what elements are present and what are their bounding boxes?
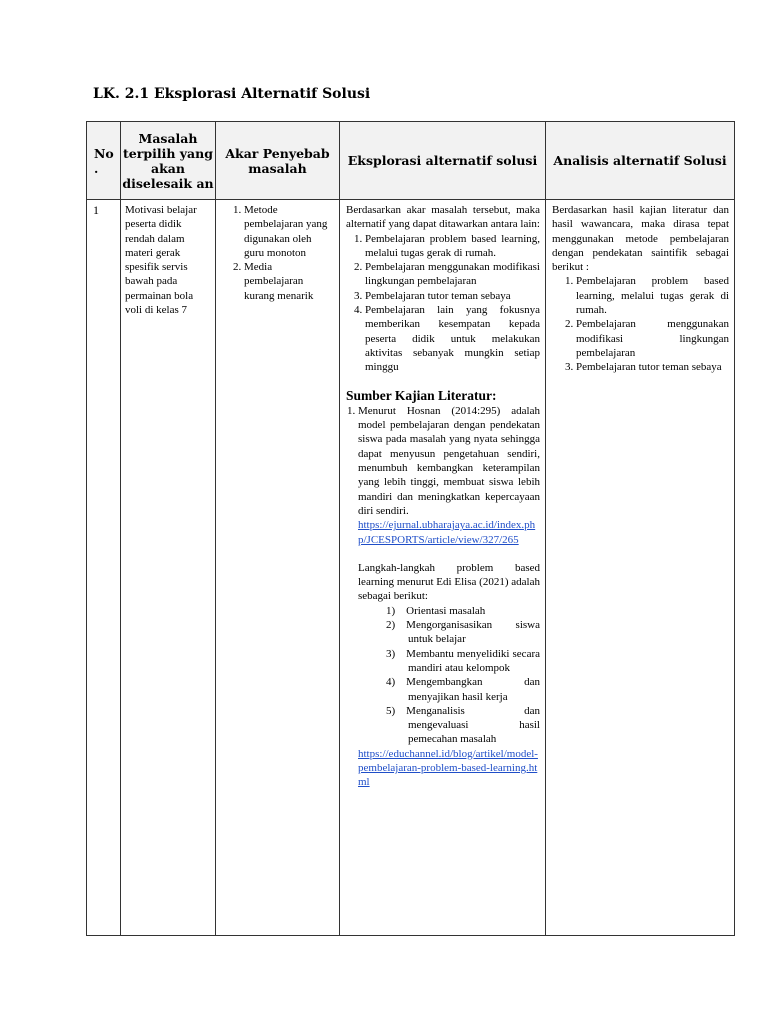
literature-link-2[interactable]: https://educhannel.id/blog/artikel/model-pembelajaran-problem-based-learning.html (358, 747, 538, 789)
header-eksplorasi: Eksplorasi alternatif solusi (340, 122, 546, 200)
header-akar: Akar Penyebab masalah (216, 122, 340, 200)
header-no: No . (87, 122, 121, 200)
list-item: 5) Menganalisis dan mengevaluasi hasil pemecahan masalah (386, 704, 540, 746)
akar-list (222, 203, 334, 303)
eksplorasi-list (346, 232, 540, 375)
list-item: 2. Media pembelajaran kurang menarik (244, 260, 334, 303)
list-item: 3) Membantu menyelidiki secara mandiri atau kelompok (386, 647, 540, 674)
eksplorasi-intro: Berdasarkan akar masalah tersebut, maka alternatif yang dapat ditawarkan antara lain: (346, 204, 540, 231)
header-analisis: Analisis alternatif Solusi (546, 122, 735, 200)
list-item: 1) Orientasi masalah (386, 604, 486, 617)
list-item: 3. Pembelajaran tutor teman sebaya (365, 289, 540, 303)
list-item: 1. Pembelajaran problem based learning, melalui tugas gerak di rumah. (365, 232, 540, 261)
analisis-list (552, 274, 729, 374)
list-item: 2. Pembelajaran menggunakan modifikasi lingkungan pembelajaran (365, 260, 540, 289)
langkah-text: Langkah-langkah problem based learning menurut Edi Elisa (2021) adalah sebagai berikut: (358, 561, 540, 603)
list-item: 4) Mengembangkan dan menyajikan hasil kerja (386, 676, 540, 703)
cell-akar (216, 200, 340, 936)
list-item (358, 404, 540, 790)
list-item: 1. Pembelajaran problem based learning, melalui tugas gerak di rumah. (576, 274, 729, 317)
steps-list (358, 604, 540, 747)
row-number: 1 (93, 203, 99, 217)
literature-link-1[interactable]: https://ejurnal.ubharajaya.ac.id/index.php/JCESPORTS/article/view/327/265 (358, 519, 536, 546)
masalah-text: Motivasi belajar peserta didik rendah dalam materi gerak spesifik servis bawah pada permainan bola voli di kelas 7 (125, 204, 197, 317)
table-row (87, 200, 735, 936)
cell-no (87, 200, 121, 936)
cell-eksplorasi (340, 200, 546, 936)
list-item: 2) Mengorganisasikan siswa untuk belajar (386, 619, 540, 646)
list-item: 2. Pembelajaran menggunakan modifikasi lingkungan pembelajaran (576, 317, 729, 360)
solution-table (86, 121, 735, 936)
analisis-intro: Berdasarkan hasil kajian literatur dan hasil wawancara, maka dirasa tepat menggunakan metode pembelajaran dengan pendekatan saintifik sebagai berikut : (552, 204, 729, 274)
sumber-heading: Sumber Kajian Literatur: (346, 387, 497, 403)
list-item: 4. Pembelajaran lain yang fokusnya memberikan kesempatan kepada peserta didik untuk melakukan aktivitas sebanyak mungkin setiap minggu (365, 303, 540, 374)
page-title: LK. 2.1 Eksplorasi Alternatif Solusi (93, 86, 371, 102)
header-row (87, 122, 735, 200)
list-item: 1. Metode pembelajaran yang digunakan oleh guru monoton (244, 203, 334, 260)
cell-analisis (546, 200, 735, 936)
cell-masalah (121, 200, 216, 936)
literature-list (346, 404, 540, 790)
header-masalah: Masalah terpilih yang akan diselesaik an (121, 122, 216, 200)
literature-text: Menurut Hosnan (2014:295) adalah model pembelajaran dengan pendekatan siswa pada masalah yang nyata sehingga dapat menyusun pengetahuan sendiri, menumbuh kembangkan keterampilan yang lebih tinggi, membuat siswa lebih mandiri dan meningkatkan kepercayaan diri sendiri. (358, 404, 540, 517)
list-item: 3. Pembelajaran tutor teman sebaya (576, 360, 729, 374)
